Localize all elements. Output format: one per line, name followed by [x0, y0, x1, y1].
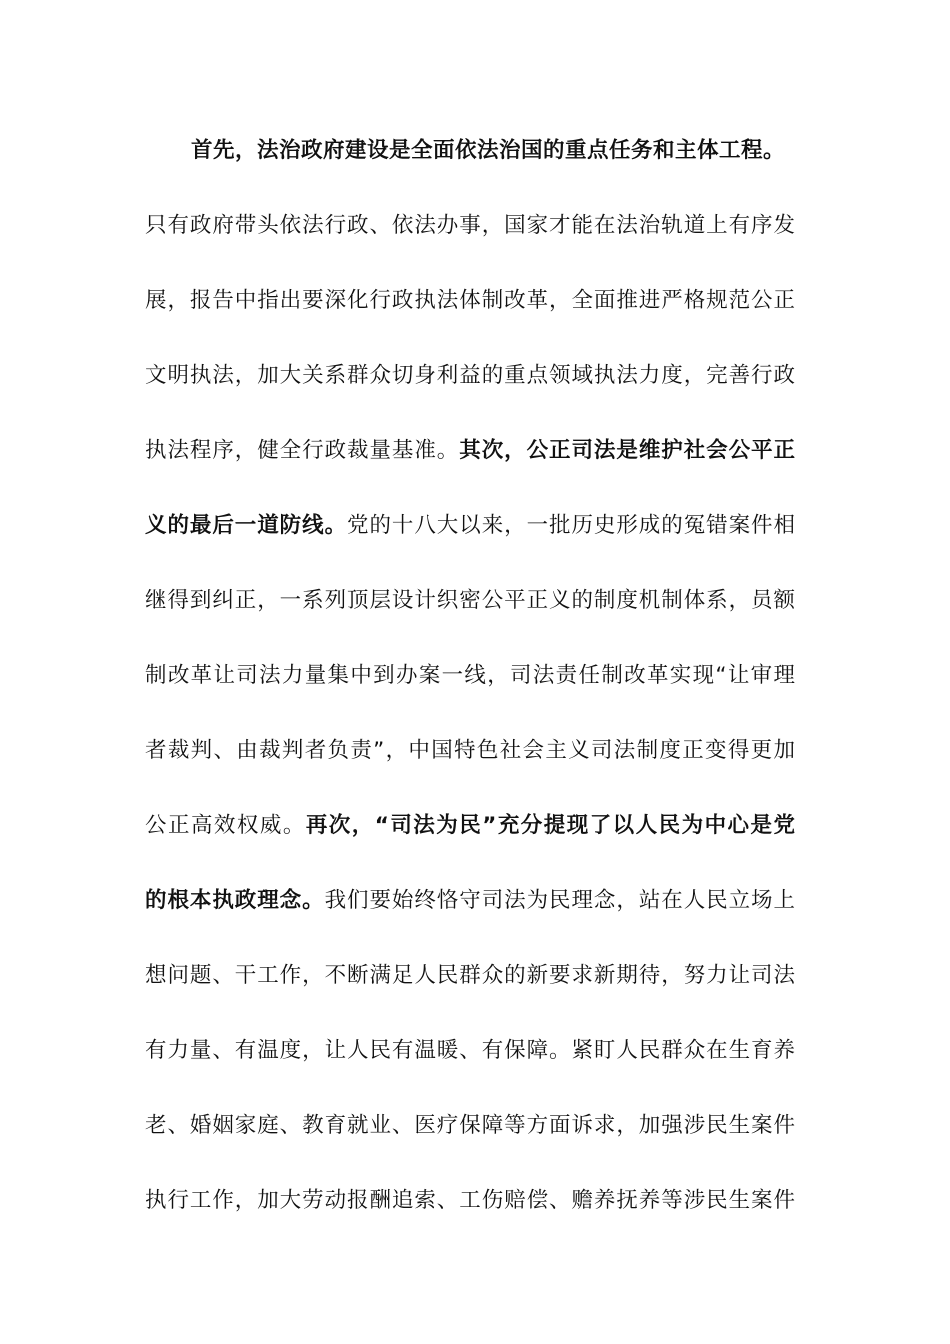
body-text-run: 党的十八大以来，一批历史形成的冤错案件相: [347, 513, 795, 538]
text-line: [145, 1103, 795, 1178]
body-text: [145, 128, 795, 1253]
text-line: [145, 1028, 795, 1103]
text-line: [145, 353, 795, 428]
bold-text: 义的最后一道防线。: [145, 513, 348, 538]
bold-text: 再次，“司法为民”充分提现了以人民为中心是党: [305, 813, 795, 838]
text-line: [145, 953, 795, 1028]
bold-text: 其次，公正司法是维护社会公平正: [459, 438, 795, 463]
body-text-run: 公正高效权威。: [145, 813, 306, 838]
text-line: [145, 1178, 795, 1253]
body-text-run: 有力量、有温度，让人民有温暖、有保障。紧盯人民群众在生育养: [145, 1038, 795, 1063]
text-line: [145, 878, 795, 953]
text-line: [145, 653, 795, 728]
body-text-run: 继得到纠正，一系列顶层设计织密公平正义的制度机制体系，员额: [145, 588, 795, 613]
body-text-run: 我们要始终恪守司法为民理念，站在人民立场上: [324, 888, 795, 913]
body-text-run: 想问题、干工作，不断满足人民群众的新要求新期待，努力让司法: [145, 963, 795, 988]
text-line: [145, 428, 795, 503]
body-text-run: 制改革让司法力量集中到办案一线，司法责任制改革实现“让审理: [145, 663, 795, 688]
text-line: [145, 503, 795, 578]
body-text-run: 执法程序，健全行政裁量基准。: [145, 438, 460, 463]
bold-text: 首先，法治政府建设是全面依法治国的重点任务和主体工程。: [191, 138, 786, 163]
text-line: [145, 728, 795, 803]
text-line: [145, 203, 795, 278]
body-text-run: 只有政府带头依法行政、依法办事，国家才能在法治轨道上有序发: [145, 213, 795, 238]
body-text-run: 者裁判、由裁判者负责”，中国特色社会主义司法制度正变得更加: [145, 738, 795, 763]
bold-text: 的根本执政理念。: [145, 888, 325, 913]
body-text-run: 执行工作，加大劳动报酬追索、工伤赔偿、赡养抚养等涉民生案件: [145, 1188, 795, 1213]
text-line: [145, 578, 795, 653]
body-text-run: 文明执法，加大关系群众切身利益的重点领域执法力度，完善行政: [145, 363, 795, 388]
body-text-run: 老、婚姻家庭、教育就业、医疗保障等方面诉求，加强涉民生案件: [145, 1113, 795, 1138]
body-text-run: 展，报告中指出要深化行政执法体制改革，全面推进严格规范公正: [145, 288, 795, 313]
text-line: [145, 128, 795, 203]
text-line: [145, 278, 795, 353]
text-line: [145, 803, 795, 878]
